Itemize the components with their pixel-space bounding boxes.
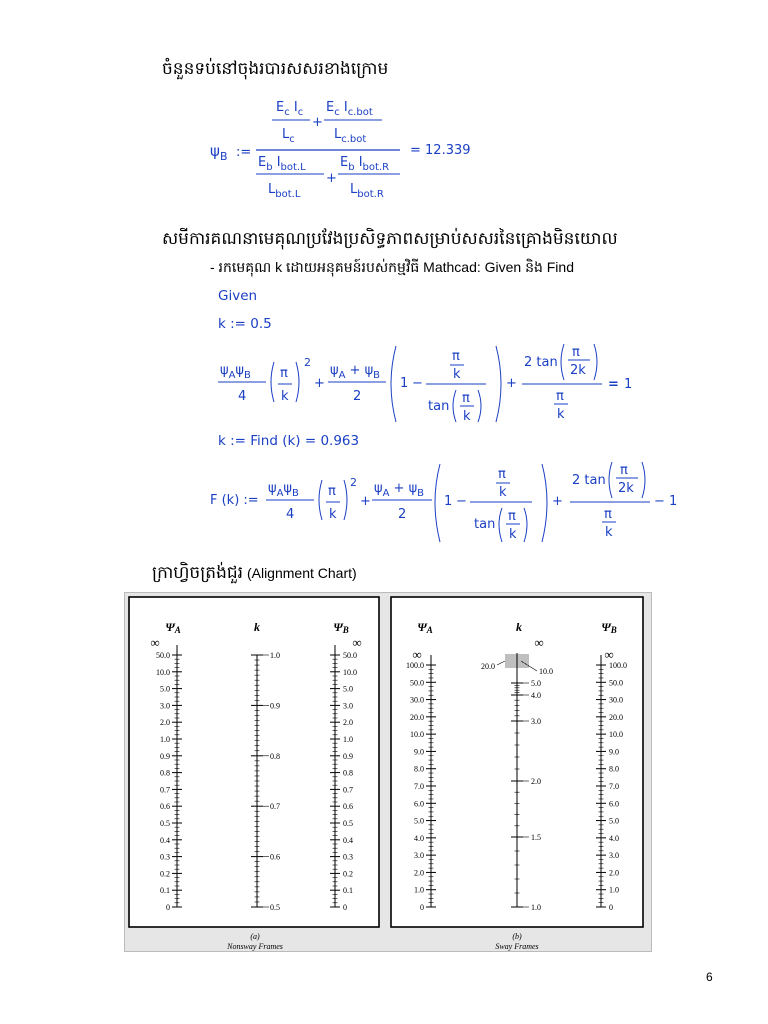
panel-a-psi-b-tick-label: 2.0 xyxy=(343,718,353,728)
svg-text:Ec Ic.bot: $E_c$ $I_{c.bot}$ xyxy=(326,100,373,118)
panel-b-psi-b-tick-label: 9.0 xyxy=(609,747,619,757)
psi-b-lhs: ψ xyxy=(210,142,220,160)
svg-text:2: 2 xyxy=(304,356,311,369)
svg-text:k: k xyxy=(329,507,337,522)
svg-text:k: k xyxy=(557,407,565,422)
panel-b-psi-b-tick-label: 10.0 xyxy=(609,730,623,740)
svg-text:k: k xyxy=(463,409,471,424)
panel-a-psi-b-tick-label: 1.0 xyxy=(343,735,353,744)
svg-text:1: 1 xyxy=(400,376,409,391)
svg-text:π: π xyxy=(280,366,288,381)
panel-b-psi-a-tick-label: 1.0 xyxy=(414,885,424,895)
given-equation xyxy=(214,340,654,426)
svg-text:+: + xyxy=(552,494,563,509)
svg-text:k: k xyxy=(499,485,507,500)
panel-a-psi-b-tick-label: 0.8 xyxy=(343,768,353,778)
panel-b-header-k: k xyxy=(516,620,522,634)
svg-text:π: π xyxy=(604,507,612,522)
panel-a-caption: Nonsway Frames xyxy=(227,942,283,951)
svg-text:Eb Ibot.L: $E_b$ $I_{bot.L}$ xyxy=(258,155,306,173)
svg-text:+: + xyxy=(360,494,371,509)
psi-b-assign: := xyxy=(236,145,252,160)
svg-text:1: 1 xyxy=(444,494,453,509)
panel-b-psi-b-tick-label: 100.0 xyxy=(609,661,627,670)
panel-a-psi-a-tick-label: 0.5 xyxy=(160,819,170,828)
svg-text:π: π xyxy=(620,463,628,478)
panel-b-psi-a-tick-label: 50.0 xyxy=(410,678,424,688)
panel-a-psi-b-tick-label: 3.0 xyxy=(343,701,353,711)
panel-a-psi-b-tick-label: 5.0 xyxy=(343,684,353,694)
svg-text:π: π xyxy=(328,484,336,499)
svg-text:Lc: $L_c$ xyxy=(282,127,295,145)
panel-b-infinity-right: ∞ xyxy=(604,647,614,662)
svg-text:2: 2 xyxy=(353,389,362,404)
panel-b-psi-b-tick-label: 3.0 xyxy=(609,851,619,861)
panel-a-k-tick-label: 0.8 xyxy=(270,751,280,761)
panel-a-infinity-left: ∞ xyxy=(150,635,160,650)
svg-text:2k: 2k xyxy=(618,481,634,496)
heading-equation: សមីការគណនាមេគុណប្រវែងប្រសិទ្ធភាពសម្រាប់សសរនៃគ្រោងមិនយោល xyxy=(162,229,618,249)
svg-text:ψA + ψB: $\psi_A + \psi_B$ xyxy=(330,363,381,381)
panel-a-header-psi-a: ΨA xyxy=(165,620,181,635)
psi-b-formula xyxy=(200,94,500,208)
panel-b-infinity-left: ∞ xyxy=(412,647,422,662)
panel-b-psi-b-tick-label: 20.0 xyxy=(609,712,623,722)
svg-text:ψA + ψB: $\psi_A + \psi_B$ xyxy=(374,481,425,499)
svg-text:k: k xyxy=(605,525,613,540)
svg-text:π: π xyxy=(498,467,506,482)
panel-a-header-psi-b: ΨB xyxy=(333,620,349,635)
svg-text:tan: tan xyxy=(428,399,450,414)
svg-text:−: − xyxy=(412,376,423,391)
panel-a-psi-a-tick-label: 50.0 xyxy=(156,651,170,660)
svg-text:tan: tan xyxy=(474,517,496,532)
panel-b-k-tick-label: 1.5 xyxy=(531,833,541,842)
psi-b-lhs-sub: B xyxy=(220,150,228,163)
panel-b-k-tick-label: 1.0 xyxy=(531,903,541,912)
panel-b-k-tick-label: 4.0 xyxy=(531,691,541,700)
panel-a-psi-a-tick-label: 2.0 xyxy=(160,718,170,728)
panel-b-psi-b-tick-label: 1.0 xyxy=(609,885,619,895)
fk-equation xyxy=(208,458,688,546)
svg-text:ψAψB: $\psi_A\psi_B$ xyxy=(220,363,251,381)
panel-b-psi-a-tick-label: 7.0 xyxy=(414,782,424,791)
panel-a-psi-b-tick-label: 0 xyxy=(343,903,347,912)
panel-a-psi-a-tick-label: 3.0 xyxy=(160,701,170,711)
svg-text:Lc.bot: $L_{c.bot}$ xyxy=(334,127,367,145)
svg-text:2k: 2k xyxy=(570,363,586,378)
svg-text:+: + xyxy=(506,376,517,391)
svg-text:Lbot.R: $L_{bot.R}$ xyxy=(350,182,384,200)
k-initial: k := 0.5 xyxy=(218,316,272,332)
panel-a-psi-a-tick-label: 10.0 xyxy=(156,667,170,677)
panel-a-psi-b-tick-label: 0.3 xyxy=(343,852,353,862)
panel-b-psi-a-tick-label: 8.0 xyxy=(414,764,424,774)
panel-a-psi-b-tick-label: 0.1 xyxy=(343,886,353,896)
svg-text:π: π xyxy=(452,349,460,364)
panel-b-k-tick-label: 20.0 xyxy=(481,662,495,671)
svg-text:2: 2 xyxy=(350,476,357,489)
panel-a-psi-a-tick-label: 0 xyxy=(166,903,170,912)
panel-b-k-tick-label: 5.0 xyxy=(531,679,541,688)
panel-b-psi-b-tick-label: 0 xyxy=(609,903,613,912)
svg-text:π: π xyxy=(556,389,564,404)
svg-text:Ec Ic: $E_c$ $I_c$ xyxy=(276,100,304,118)
panel-a-k-tick-label: 1.0 xyxy=(270,651,280,660)
panel-b-psi-b-tick-label: 6.0 xyxy=(609,799,619,809)
psi-b-result: = 12.339 xyxy=(410,143,471,158)
panel-a-caption-letter: (a) xyxy=(250,932,260,941)
svg-text:k: k xyxy=(453,367,461,382)
panel-a-psi-a-tick-label: 0.1 xyxy=(160,886,170,896)
page-number: 6 xyxy=(706,970,713,984)
panel-a-k-tick-label: 0.6 xyxy=(270,852,280,862)
svg-text:− 1: − 1 xyxy=(654,494,678,509)
panel-b-psi-b-tick-label: 5.0 xyxy=(609,816,619,826)
svg-text:k: k xyxy=(509,527,517,542)
svg-text:+: + xyxy=(312,115,323,130)
panel-a-psi-a-tick-label: 0.3 xyxy=(160,852,170,862)
alignment-chart-svg xyxy=(125,593,651,951)
panel-b-psi-a-tick-label: 10.0 xyxy=(410,730,424,740)
panel-b-k-tick-label: 10.0 xyxy=(539,667,553,676)
panel-b-k-tick-label: 2.0 xyxy=(531,777,541,786)
panel-b-header-psi-a: ΨA xyxy=(417,620,433,635)
panel-a-psi-b-tick-label: 10.0 xyxy=(343,667,357,677)
panel-b-psi-b-tick-label: 8.0 xyxy=(609,764,619,774)
alignment-chart xyxy=(124,592,652,952)
panel-b-psi-a-tick-label: 9.0 xyxy=(414,747,424,757)
svg-text:Lbot.L: $L_{bot.L}$ xyxy=(268,182,301,200)
panel-b-psi-a-tick-label: 0 xyxy=(420,903,424,912)
panel-a-psi-a-tick-label: 0.6 xyxy=(160,802,170,812)
svg-text:−: − xyxy=(456,494,467,509)
panel-a-psi-a-tick-label: 5.0 xyxy=(160,684,170,694)
panel-b-psi-a-tick-label: 4.0 xyxy=(414,833,424,843)
svg-text:2 tan: 2 tan xyxy=(524,355,558,370)
svg-text:4: 4 xyxy=(238,389,247,404)
panel-a-psi-b-tick-label: 0.2 xyxy=(343,869,353,879)
panel-b-psi-b-tick-label: 7.0 xyxy=(609,782,619,791)
panel-a-psi-b-tick-label: 0.5 xyxy=(343,819,353,828)
panel-a-psi-b-tick-label: 0.9 xyxy=(343,751,353,761)
panel-b-psi-a-tick-label: 6.0 xyxy=(414,799,424,809)
heading-rigidity: ចំនួនទប់នៅចុងរបារសសរខាងក្រោម xyxy=(162,59,389,79)
svg-text:=: = xyxy=(608,377,619,392)
panel-b-psi-b-tick-label: 50.0 xyxy=(609,678,623,688)
panel-a-header-k: k xyxy=(254,620,260,634)
panel-a-psi-a-tick-label: 0.2 xyxy=(160,869,170,879)
svg-text:Eb Ibot.R: $E_b$ $I_{bot.R}$ xyxy=(340,155,390,173)
panel-a-psi-b-tick-label: 50.0 xyxy=(343,651,357,660)
panel-a-k-tick-label: 0.7 xyxy=(270,802,280,812)
panel-a-k-tick-label: 0.5 xyxy=(270,903,280,912)
panel-a-psi-b-tick-label: 0.4 xyxy=(343,835,353,845)
panel-a-psi-a-tick-label: 1.0 xyxy=(160,735,170,744)
svg-text:2 tan: 2 tan xyxy=(572,473,606,488)
svg-text:π: π xyxy=(572,345,580,360)
panel-a-k-tick-label: 0.9 xyxy=(270,701,280,711)
panel-b-psi-b-tick-label: 4.0 xyxy=(609,833,619,843)
panel-b-caption-letter: (b) xyxy=(512,932,522,941)
panel-b-caption: Sway Frames xyxy=(495,942,539,951)
svg-text:π: π xyxy=(462,391,470,406)
panel-b-psi-a-tick-label: 20.0 xyxy=(410,712,424,722)
panel-b-psi-a-tick-label: 5.0 xyxy=(414,816,424,826)
panel-a-psi-b-tick-label: 0.7 xyxy=(343,785,353,795)
svg-text:4: 4 xyxy=(286,507,295,522)
panel-b-header-psi-b: ΨB xyxy=(601,620,617,635)
panel-a-psi-b-tick-label: 0.6 xyxy=(343,802,353,812)
panel-b-psi-b-tick-label: 2.0 xyxy=(609,868,619,878)
svg-text:1: 1 xyxy=(624,377,633,392)
panel-b-psi-a-tick-label: 2.0 xyxy=(414,868,424,878)
panel-b-psi-a-tick-label: 30.0 xyxy=(410,695,424,705)
svg-text:π: π xyxy=(508,509,516,524)
heading-chart: ក្រាហ្វិចត្រង់ជួរ (Alignment Chart) xyxy=(152,563,357,583)
svg-text:F (k) :=: F (k) := xyxy=(210,493,259,508)
panel-a-infinity-right: ∞ xyxy=(352,635,362,650)
panel-b-psi-b-tick-label: 30.0 xyxy=(609,695,623,705)
svg-text:k: k xyxy=(281,389,289,404)
panel-a-psi-a-tick-label: 0.7 xyxy=(160,785,170,795)
panel-b-psi-a-tick-label: 100.0 xyxy=(406,661,424,670)
panel-b-k-tick-label: 3.0 xyxy=(531,717,541,726)
panel-a-psi-a-tick-label: 0.9 xyxy=(160,751,170,761)
panel-b-psi-a-tick-label: 3.0 xyxy=(414,851,424,861)
panel-a-psi-a-tick-label: 0.8 xyxy=(160,768,170,778)
svg-text:2: 2 xyxy=(398,507,407,522)
panel-a-psi-a-tick-label: 0.4 xyxy=(160,835,170,845)
svg-text:+: + xyxy=(326,171,337,186)
given-label: Given xyxy=(218,288,258,304)
svg-text:ψAψB: $\psi_A\psi_B$ xyxy=(268,481,299,499)
panel-b-infinity-k: ∞ xyxy=(534,635,544,650)
svg-text:+: + xyxy=(314,376,325,391)
k-find: k := Find (k) = 0.963 xyxy=(218,433,360,449)
note-find: - រកមេគុណ k ដោយអនុគមន៍របស់កម្មវិធី Mathcad: Given និង Find xyxy=(210,259,574,275)
